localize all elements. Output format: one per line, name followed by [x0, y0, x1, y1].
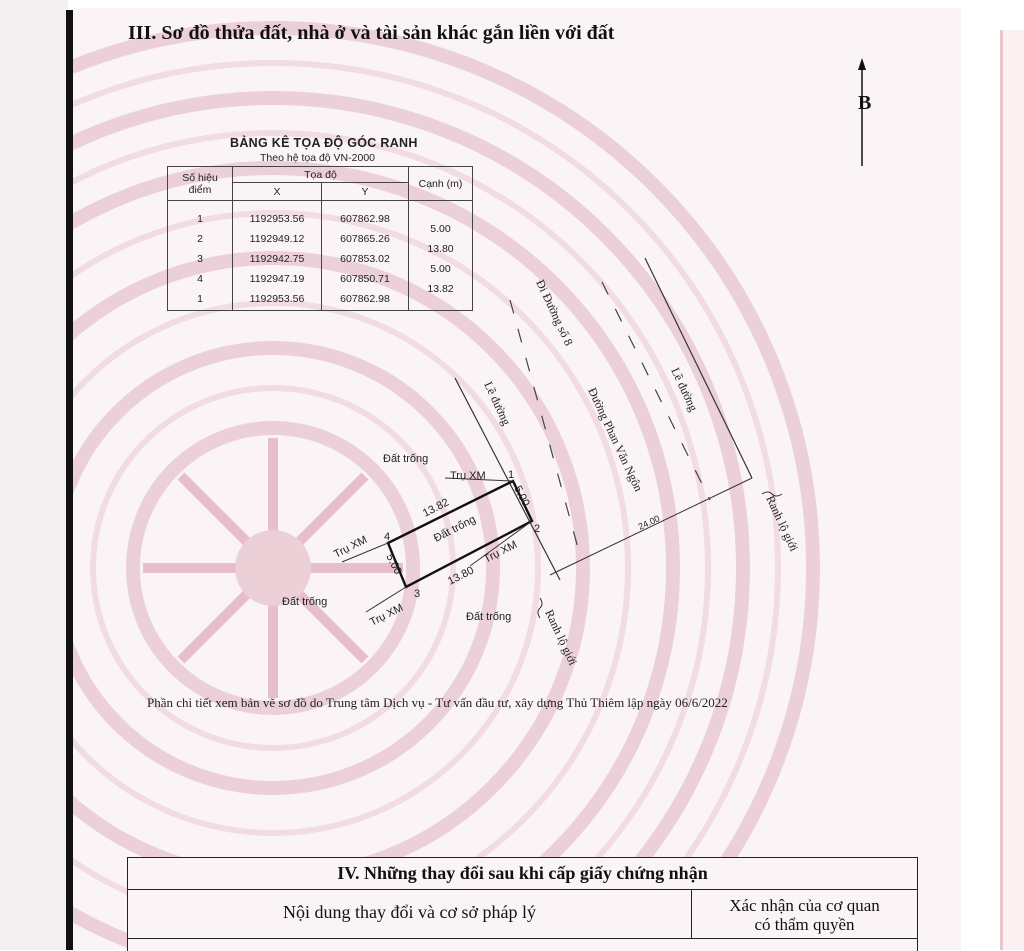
section-4-title: IV. Những thay đổi sau khi cấp giấy chứng nhận	[128, 858, 917, 890]
boundary-bottom-label: Ranh lộ giới	[542, 607, 581, 668]
empty-land-left: Đất trống	[282, 596, 328, 608]
boundary-right-label: Ranh lộ giới	[763, 493, 802, 554]
header-x: X	[233, 183, 322, 201]
sidewalk-right-label: Lề đường	[668, 365, 701, 414]
sidewalk-left-label: Lề đường	[481, 379, 514, 428]
marker-2-leader	[470, 521, 532, 566]
y-column: 607862.98 607865.26 607853.02 607850.71 607862.98	[322, 201, 409, 311]
edge-left-label: 5.00	[383, 551, 404, 577]
coord-table-subtitle: Theo hệ tọa độ VN-2000	[260, 152, 375, 164]
change-content-header: Nội dung thay đổi và cơ sở pháp lý	[128, 890, 692, 938]
header-y: Y	[322, 183, 409, 201]
point-1-label: 1	[508, 469, 515, 481]
header-edge: Cạnh (m)	[409, 167, 473, 201]
point-4-label: 4	[384, 531, 391, 543]
edge-column: 5.00 13.80 5.00 13.82	[409, 201, 473, 311]
road-width-label: 24.00	[636, 513, 662, 532]
marker-4-label: Trụ XM	[331, 533, 370, 561]
header-point-no: Số hiệu điểm	[168, 167, 233, 201]
parcel-label: Đất trống	[431, 513, 478, 545]
boundary-mark-bottom	[538, 598, 542, 618]
edge-bottom-label: 13.80	[445, 564, 476, 588]
point-2-label: 2	[534, 523, 541, 535]
marker-2-label: Trụ XM	[481, 538, 520, 566]
edge-top-label: 13.82	[420, 496, 451, 520]
x-column: 1192953.56 1192949.12 1192942.75 1192947.19 1192953.56	[233, 201, 322, 311]
section-4-row-divider	[128, 938, 917, 939]
edge-right-label: 5.00	[511, 483, 532, 509]
empty-land-bottom: Đất trống	[466, 611, 512, 623]
point-column: 1 2 3 4 1	[168, 201, 233, 311]
header-coords: Tọa độ	[233, 167, 409, 183]
detail-note: Phần chi tiết xem bản vẽ sơ đồ do Trung tâm Dịch vụ - Tư vấn đầu tư, xây dựng Thủ Thiêm lập ngày 06/6/2022	[147, 695, 728, 710]
north-label: B	[858, 92, 872, 114]
marker-3-label: Trụ XM	[367, 601, 406, 629]
authority-confirmation-header: Xác nhận của cơ quan có thẩm quyền	[729, 896, 880, 934]
road-name-label: Đường Phan Văn Ngôn	[585, 385, 646, 494]
coord-table-title: BẢNG KÊ TỌA ĐỘ GÓC RANH	[230, 136, 418, 150]
old-road-label: Đi Đường số 8	[533, 277, 577, 348]
road-edge-right	[645, 258, 752, 478]
section-4-table	[127, 857, 918, 951]
empty-land-top: Đất trống	[383, 453, 429, 465]
section-3-title: III. Sơ đồ thửa đất, nhà ở và tài sản khác gắn liền với đất	[128, 22, 615, 44]
point-3-label: 3	[414, 588, 421, 600]
marker-1-label: Trụ XM	[450, 470, 486, 482]
